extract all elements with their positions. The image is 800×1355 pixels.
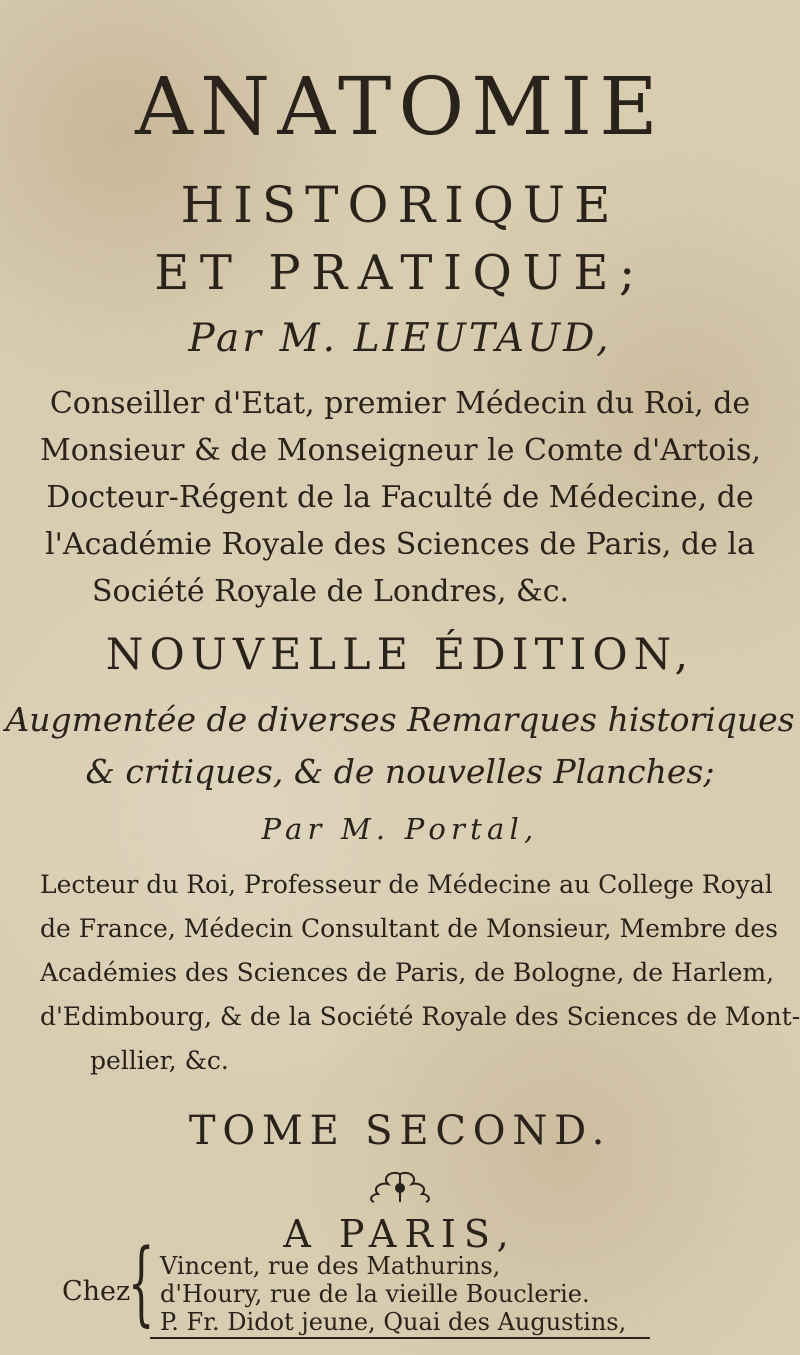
title-et-pratique: ET PRATIQUE; <box>154 245 646 301</box>
publisher-line: d'Houry, rue de la vieille Bouclerie. <box>160 1280 590 1308</box>
author-credentials-line: Conseiller d'Etat, premier Médecin du Roi, de <box>49 386 751 421</box>
edition-heading: NOUVELLE ÉDITION, <box>105 630 695 680</box>
title-anatomie: ANATOMIE <box>135 60 665 153</box>
title-historique: HISTORIQUE <box>180 176 620 234</box>
divider-rule <box>150 1337 650 1339</box>
second-author-credentials-line: de France, Médecin Consultant de Monsieur, Membre des <box>40 914 778 943</box>
printer-ornament-icon <box>360 1168 440 1208</box>
publisher-line: P. Fr. Didot jeune, Quai des Augustins, <box>160 1308 627 1336</box>
author-credentials-line: Société Royale de Londres, &c. <box>92 574 570 609</box>
volume-heading: TOME SECOND. <box>188 1108 612 1154</box>
publisher-line: Vincent, rue des Mathurins, <box>160 1252 501 1280</box>
author-credentials-line: Monsieur & de Monseigneur le Comte d'Artois, <box>40 433 761 468</box>
second-author-name: Par M. Portal, <box>261 812 539 846</box>
author-name: Par M. LIEUTAUD, <box>188 316 612 361</box>
augmented-line: & critiques, & de nouvelles Planches; <box>85 752 715 791</box>
augmented-line: Augmentée de diverses Remarques historiques <box>5 700 795 739</box>
brace-icon: { <box>128 1229 155 1336</box>
second-author-credentials-line: pellier, &c. <box>90 1046 229 1075</box>
city-line: A PARIS, <box>283 1212 517 1256</box>
second-author-credentials-line: Académies des Sciences de Paris, de Bologne, de Harlem, <box>40 958 775 987</box>
author-credentials-line: Docteur-Régent de la Faculté de Médecine, de <box>46 480 754 515</box>
publisher-prefix: Chez <box>62 1276 131 1307</box>
second-author-credentials-line: Lecteur du Roi, Professeur de Médecine au College Royal <box>40 870 773 899</box>
author-credentials-line: l'Académie Royale des Sciences de Paris, de la <box>45 527 755 562</box>
second-author-credentials-line: d'Edimbourg, & de la Société Royale des Sciences de Mont- <box>40 1002 800 1031</box>
